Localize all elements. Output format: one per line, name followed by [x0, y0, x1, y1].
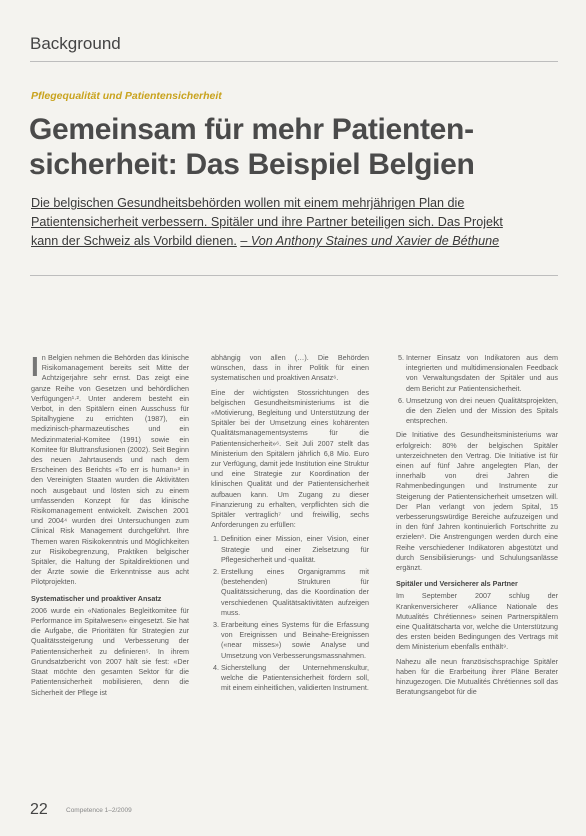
lead-line: kann der Schweiz als Vorbild dienen.	[31, 234, 237, 248]
title-line: sicherheit: Das Beispiel Belgien	[29, 148, 475, 181]
list-item: 6. Umsetzung von drei neuen Qualitätsprojekten, die den Zielen und der Mission des Spitals entsprechen.	[406, 396, 558, 427]
subheading: Spitäler und Versicherer als Partner	[396, 579, 518, 589]
lead-line: Die belgischen Gesundheitsbehörden wollen mit einem mehrjährigen Plan die	[31, 196, 465, 210]
list-item: 4. Sicherstellung der Unternehmenskultur, welche die Patientensicherheit fördern soll, mit einem einheitlichen, validierten Instrument.	[221, 663, 369, 694]
header-rule	[30, 61, 558, 62]
article-title	[29, 112, 559, 182]
list-item: 2. Erstellung eines Organigramms mit (bestehenden) Strukturen für Qualitätssicherung, das die Koordination der verschiedenen Qualitätsaktivitäten aufzeigen muss.	[221, 567, 369, 618]
body-paragraph: In Belgien nehmen die Behörden das klinische Risikomanagement bereits seit Mitte der Achtzigerjahre sehr ernst. Das zeigt eine ganze Reihe von Gesetzen und behördlichen Verfügungen¹·². Unter anderem besteht ein Verbot, in den Spitälern einen Ausschuss für Spitalhygiene zu errichten (1987), ein medizinisch-pharmazeutisches und ein Medizinmaterial-Komitee (1991) sowie ein Komitee für Bluttransfusionen (2002). Seit Beginn des neuen Jahrtausends und nach dem Erscheinen des Berichts «To err is human»³ in den Vereinigten Staaten wurden die Aktivitäten noch ausgebaut und lösten sich zu einem umfassenden Konzept für das klinische Risikomanagement entwickelt. Zwischen 2001 und 2004⁴ wurden drei Untersuchungen zum Clinical Risk Management durchgeführt. Ihre Themen waren Risikokenntnis und Möglichkeiten zur Risikobegrenzung, Praktiken belgischer Spitäler, die Haltung der Spitaldirektionen und der Ärzte sowie die Erkenntnisse aus acht Pilotprojekten.	[31, 351, 189, 587]
list-item: 5. Interner Einsatz von Indikatoren aus dem integrierten und multidimensionalen Feedback von Verwaltungsdaten der Spitäler und aus dem Bericht zur Patientensicherheit.	[406, 353, 558, 394]
article-kicker: Pflegequalität und Patientensicherheit	[31, 90, 222, 102]
title-line: Gemeinsam für mehr Patienten-	[29, 113, 474, 146]
column-2	[211, 353, 369, 698]
body-paragraph: abhängig von allen (…). Die Behörden wünschen, dass in ihrer Politik für einen systematischen und proaktiven Ansatz⁶.	[211, 353, 369, 383]
body-paragraph: Eine der wichtigsten Stossrichtungen des belgischen Gesundheitsministeriums ist die «Motivierung, Begleitung und Unterstützung der Spitäler bei der Umsetzung eines kohärenten Qualitätsmanagementsystems für die Patientensicherheit»⁶. Seit Juli 2007 stellt das Ministerium den Spitälern jährlich 6,8 Mio. Euro zur Verfügung, damit jede Institution eine Struktur und eine Strategie zur Koordination der klinischen Qualität und der Patientensicherheit aufbauen kann. Um Zugang zu dieser Finanzierung zu erhalten, verpflichten sich die Spitäler vertraglich⁷ und freiwillig, sechs Anforderungen zu erfüllen:	[211, 387, 369, 530]
body-paragraph: Im September 2007 schlug der Krankenversicherer «Alliance Nationale des Mutualités Chrétiennes» seinen Partnerspitälern eine Qualitätscharta vor, welche die Unterstützung des ersten beiden Bedingungen des Vertrags mit dem Ministerium ebenfalls enthält⁹.	[396, 591, 558, 652]
list-item: 1. Definition einer Mission, einer Vision, einer Strategie und einer Zielsetzung für Pflegesicherheit und -qualität.	[221, 534, 369, 565]
subheading: Systematischer und proaktiver Ansatz	[31, 593, 162, 603]
lead-rule	[30, 275, 558, 276]
column-3	[396, 353, 558, 702]
drop-cap: I	[31, 351, 39, 382]
section-label: Background	[30, 34, 121, 53]
article-lead	[31, 194, 561, 251]
list-item: 3. Erarbeitung eines Systems für die Erfassung von Ereignissen und Beinahe-Ereignissen («near misses») sowie Analyse und Umsetzung von Verbesserungsmassnahmen.	[221, 620, 369, 661]
body-paragraph: 2006 wurde ein «Nationales Begleitkomitee für Performance im Spitalwesen» eingesetzt. Sie hat die Aufgabe, die Prioritäten für Strategien zur Qualitätssteigerung und Verbesserung der Patientensicherheit zu definieren⁵. In ihrem Grundsatzbericht von 2007 hält sie fest: «Der Staat möchte den gesamten Sektor für die Patientensicherheit mobilisieren, denn die Sicherheit der Pflege ist	[31, 605, 189, 697]
page-number: 22	[30, 801, 48, 818]
requirements-list	[211, 534, 369, 693]
lead-line: Patientensicherheit verbessern. Spitäler und ihre Partner beteiligen sich. Das Projekt	[31, 215, 503, 229]
column-1	[31, 353, 189, 702]
journal-name: Competence 1–2/2009	[66, 807, 132, 814]
body-paragraph: Nahezu alle neun französischsprachige Spitäler haben für die Erarbeitung ihrer Pläne Berater hinzugezogen. Die Mutualités Chrétiennes soll das Beratungsangebot für die	[396, 656, 558, 697]
lead-author: – Von Anthony Staines und Xavier de Béthune	[240, 234, 500, 248]
body-paragraph: Die Initiative des Gesundheitsministeriums war erfolgreich: 80% der belgischen Spitäler unterzeichneten den Vertrag. Die Initiative ist für einen auf fünf Jahre angelegten Plan, der innerhalb von drei Jahren die Rahmenbedingungen und Instrumente zur Steigerung der Patientensicherheit umsetzen will. Der Plan verlangt von jedem Spital, 15 verbesserungswürdige Bereiche aufzuzeigen und in den fünf Jahren kontinuierlich Fortschritte zu erzielen⁸. Die Anstrengungen werden durch eine Reihe verschiedener Indikatoren abgestützt und durch Sensibilisierungs- und Schulungsanlässe ergänzt.	[396, 430, 558, 573]
requirements-list-continued	[396, 353, 558, 426]
